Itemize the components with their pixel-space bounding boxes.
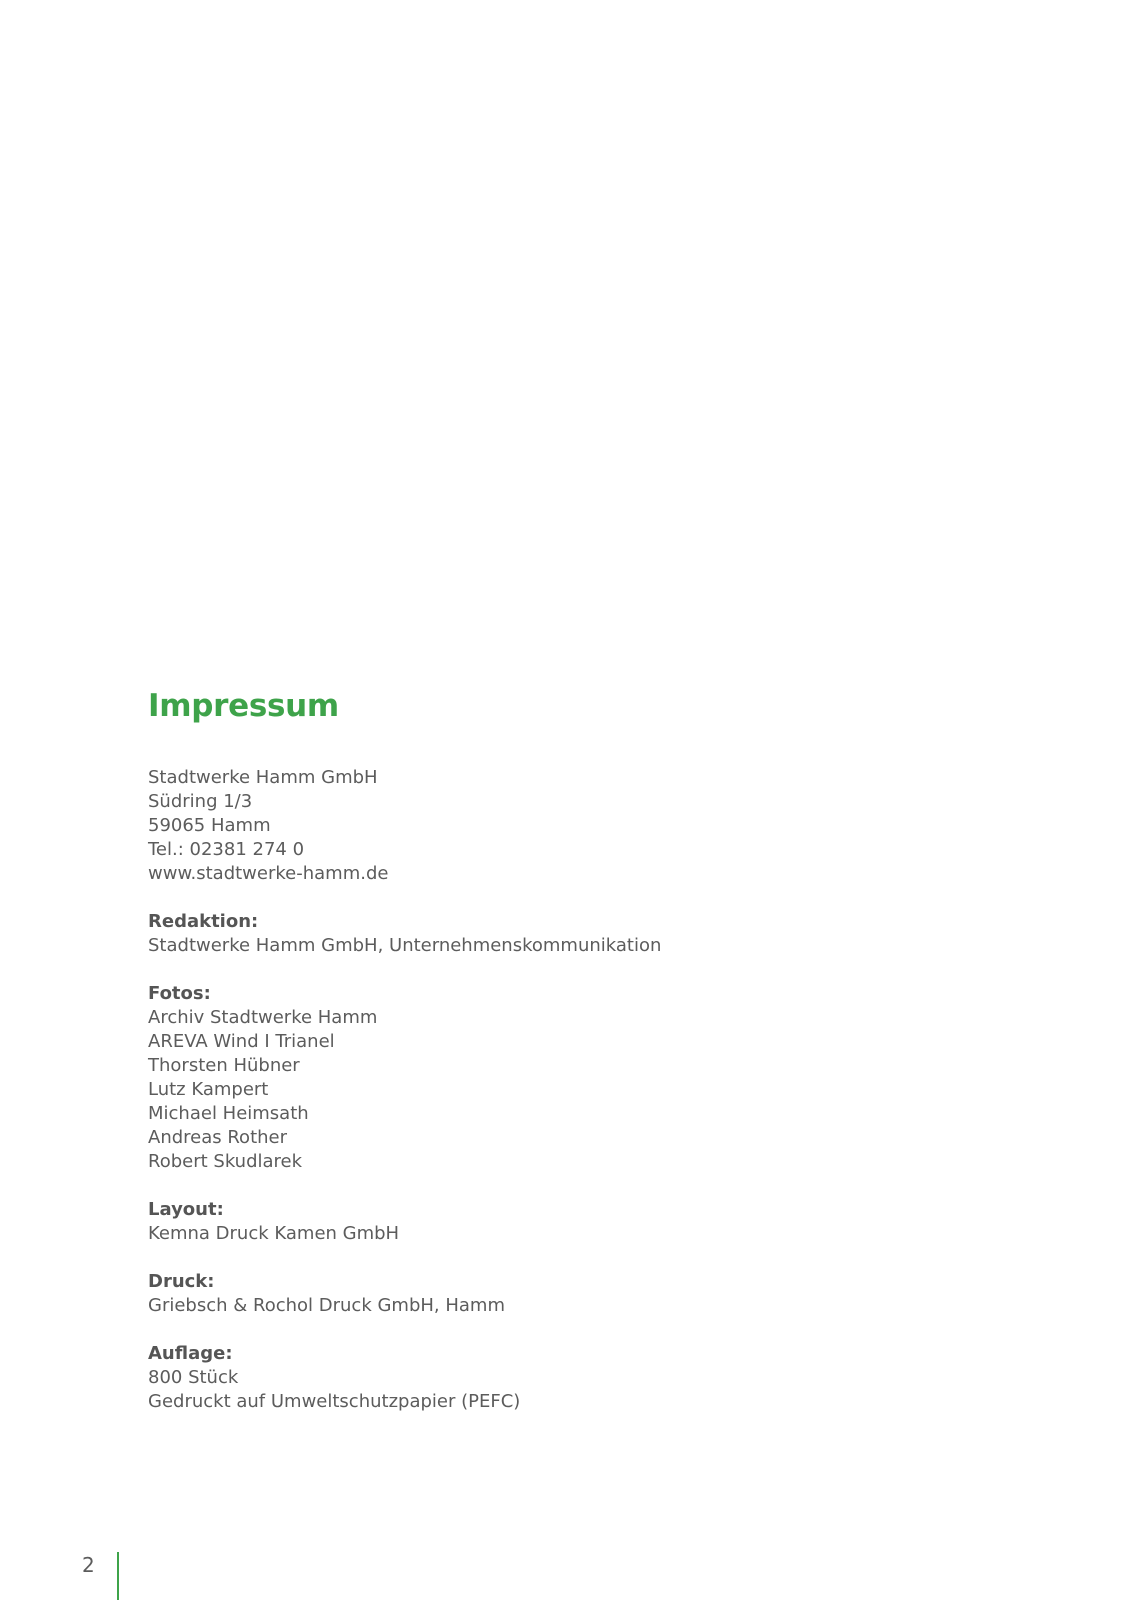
- section-druck: [148, 1270, 948, 1318]
- section-line: Thorsten Hübner: [148, 1055, 300, 1076]
- address-street: Südring 1/3: [148, 791, 253, 812]
- section-line: 800 Stück: [148, 1367, 239, 1388]
- section-redaktion: [148, 910, 948, 958]
- section-label: Layout:: [148, 1199, 224, 1220]
- address-city: 59065 Hamm: [148, 815, 271, 836]
- section-label: Redaktion:: [148, 911, 259, 932]
- page-number: 2: [82, 1553, 95, 1577]
- address-website[interactable]: www.stadtwerke-hamm.de: [148, 863, 389, 884]
- section-line: Kemna Druck Kamen GmbH: [148, 1223, 400, 1244]
- address-phone: Tel.: 02381 274 0: [148, 839, 305, 860]
- section-fotos: [148, 982, 948, 1174]
- page-title: Impressum: [148, 688, 339, 724]
- footer-divider: [117, 1552, 119, 1600]
- section-line: Stadtwerke Hamm GmbH, Unternehmenskommunikation: [148, 935, 662, 956]
- section-line: AREVA Wind I Trianel: [148, 1031, 335, 1052]
- section-label: Druck:: [148, 1271, 215, 1292]
- address-company: Stadtwerke Hamm GmbH: [148, 767, 378, 788]
- section-layout: [148, 1198, 948, 1246]
- section-label: Fotos:: [148, 983, 211, 1004]
- section-auflage: [148, 1342, 948, 1414]
- section-line: Archiv Stadtwerke Hamm: [148, 1007, 378, 1028]
- address-block: [148, 766, 948, 886]
- section-line: Michael Heimsath: [148, 1103, 309, 1124]
- section-line: Gedruckt auf Umweltschutzpapier (PEFC): [148, 1391, 521, 1412]
- section-line: Griebsch & Rochol Druck GmbH, Hamm: [148, 1295, 505, 1316]
- section-line: Lutz Kampert: [148, 1079, 269, 1100]
- section-label: Auflage:: [148, 1343, 233, 1364]
- impressum-content: [148, 686, 948, 1414]
- section-line: Andreas Rother: [148, 1127, 288, 1148]
- section-line: Robert Skudlarek: [148, 1151, 303, 1172]
